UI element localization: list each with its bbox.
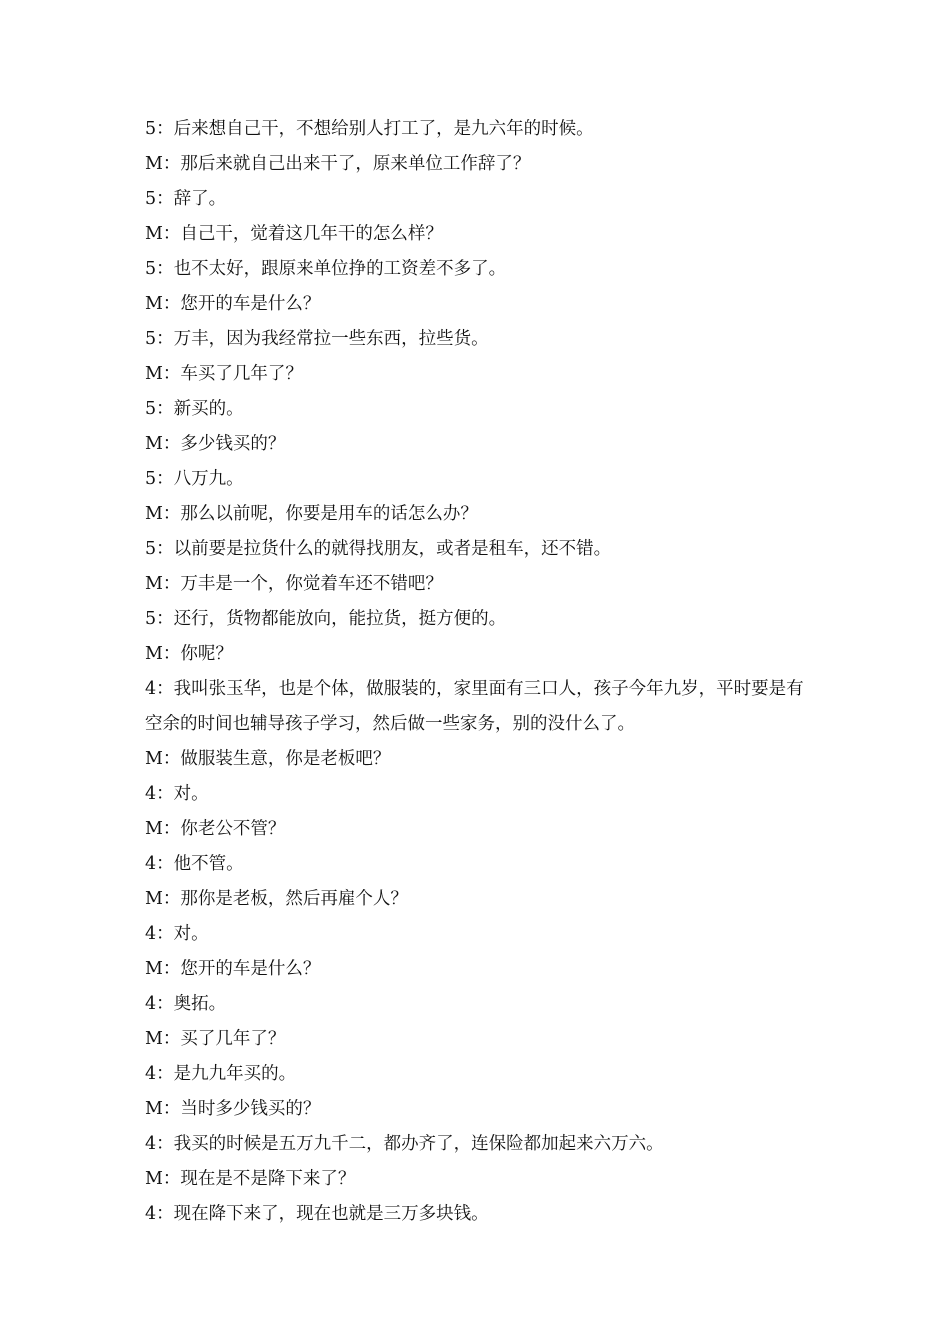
speaker-separator: ： (156, 924, 174, 944)
speaker-separator: ： (156, 399, 174, 419)
transcript-line (145, 602, 810, 637)
speaker-label: 4 (145, 1134, 157, 1154)
speaker-separator: ： (156, 1134, 174, 1154)
transcript-line (145, 182, 810, 217)
speaker-separator: ： (162, 1099, 181, 1119)
interview-transcript (145, 112, 810, 1232)
speaker-label: M (145, 294, 163, 314)
transcript-line (145, 1022, 810, 1057)
speaker-label: 4 (145, 854, 157, 874)
speaker-separator: ： (156, 469, 174, 489)
speaker-label: 4 (145, 924, 157, 944)
transcript-line (145, 917, 810, 952)
speaker-separator: ： (162, 819, 181, 839)
speaker-label: M (145, 889, 163, 909)
transcript-line (145, 1057, 810, 1092)
speaker-separator: ： (162, 574, 181, 594)
transcript-line (145, 147, 810, 182)
utterance-text: 辞了。 (173, 189, 227, 209)
utterance-text: 对。 (173, 784, 209, 804)
utterance-text: 自己干，觉着这几年干的怎么样？ (180, 224, 443, 244)
speaker-separator: ： (156, 329, 174, 349)
transcript-line (145, 882, 810, 917)
utterance-text: 后来想自己干，不想给别人打工了，是九六年的时候。 (173, 119, 594, 139)
speaker-label: 5 (145, 189, 157, 209)
speaker-separator: ： (162, 364, 181, 384)
speaker-separator: ： (162, 959, 181, 979)
transcript-line (145, 1162, 810, 1197)
speaker-separator: ： (156, 994, 174, 1014)
speaker-label: M (145, 644, 163, 664)
speaker-separator: ： (156, 189, 174, 209)
speaker-separator: ： (156, 609, 174, 629)
speaker-separator: ： (162, 749, 181, 769)
speaker-separator: ： (162, 504, 181, 524)
utterance-text: 现在是不是降下来了？ (180, 1169, 356, 1189)
transcript-line (145, 392, 810, 427)
speaker-label: M (145, 1029, 163, 1049)
utterance-text: 他不管。 (173, 854, 244, 874)
speaker-label: 5 (145, 119, 157, 139)
transcript-line (145, 1127, 810, 1162)
speaker-separator: ： (162, 224, 181, 244)
speaker-label: 5 (145, 399, 157, 419)
speaker-separator: ： (156, 854, 174, 874)
utterance-text: 对。 (173, 924, 209, 944)
speaker-separator: ： (156, 539, 174, 559)
utterance-text: 现在降下来了，现在也就是三万多块钱。 (173, 1204, 489, 1224)
transcript-line (145, 112, 810, 147)
transcript-line (145, 287, 810, 322)
transcript-line (145, 567, 810, 602)
utterance-text: 我买的时候是五万九千二，都办齐了，连保险都加起来六万六。 (173, 1134, 664, 1154)
speaker-label: 4 (145, 1204, 157, 1224)
utterance-text: 那后来就自己出来干了，原来单位工作辞了？ (180, 154, 531, 174)
transcript-line (145, 1197, 810, 1232)
transcript-line (145, 462, 810, 497)
transcript-line (145, 847, 810, 882)
speaker-separator: ： (156, 259, 174, 279)
utterance-text: 那你是老板，然后再雇个人？ (180, 889, 408, 909)
speaker-separator: ： (162, 434, 181, 454)
utterance-text: 那么以前呢，你要是用车的话怎么办？ (180, 504, 478, 524)
speaker-separator: ： (162, 644, 181, 664)
transcript-line (145, 252, 810, 287)
utterance-text: 您开的车是什么？ (180, 959, 321, 979)
speaker-label: 5 (145, 329, 157, 349)
transcript-line (145, 357, 810, 392)
speaker-label: 4 (145, 784, 157, 804)
speaker-label: 4 (145, 679, 157, 699)
speaker-label: 4 (145, 1064, 157, 1084)
speaker-separator: ： (156, 679, 174, 699)
utterance-text: 是九九年买的。 (173, 1064, 297, 1084)
speaker-label: M (145, 504, 163, 524)
utterance-text: 万丰，因为我经常拉一些东西，拉些货。 (173, 329, 489, 349)
transcript-line (145, 322, 810, 357)
utterance-text: 奥拓。 (173, 994, 227, 1014)
speaker-separator: ： (162, 154, 181, 174)
speaker-label: M (145, 819, 163, 839)
transcript-line (145, 742, 810, 777)
utterance-text: 做服装生意，你是老板吧？ (180, 749, 391, 769)
transcript-line (145, 637, 810, 672)
utterance-text: 您开的车是什么？ (180, 294, 321, 314)
speaker-label: M (145, 364, 163, 384)
transcript-line (145, 952, 810, 987)
utterance-text: 你老公不管？ (180, 819, 286, 839)
utterance-text: 你呢？ (180, 644, 233, 664)
transcript-line (145, 672, 810, 742)
speaker-separator: ： (156, 784, 174, 804)
utterance-text: 当时多少钱买的？ (180, 1099, 321, 1119)
speaker-separator: ： (156, 1064, 174, 1084)
utterance-text: 买了几年了？ (180, 1029, 286, 1049)
speaker-label: M (145, 1169, 163, 1189)
utterance-text: 多少钱买的？ (180, 434, 286, 454)
speaker-separator: ： (162, 1169, 181, 1189)
utterance-text: 万丰是一个，你觉着车还不错吧？ (180, 574, 443, 594)
speaker-label: M (145, 574, 163, 594)
speaker-separator: ： (156, 1204, 174, 1224)
speaker-label: M (145, 434, 163, 454)
speaker-label: M (145, 959, 163, 979)
utterance-text: 新买的。 (173, 399, 244, 419)
speaker-label: 4 (145, 994, 157, 1014)
speaker-label: M (145, 224, 163, 244)
transcript-line (145, 497, 810, 532)
transcript-line (145, 777, 810, 812)
speaker-separator: ： (162, 889, 181, 909)
transcript-line (145, 217, 810, 252)
transcript-line (145, 812, 810, 847)
speaker-label: 5 (145, 259, 157, 279)
transcript-line (145, 987, 810, 1022)
speaker-label: M (145, 1099, 163, 1119)
transcript-line (145, 532, 810, 567)
speaker-label: 5 (145, 609, 157, 629)
utterance-text: 还行，货物都能放向，能拉货，挺方便的。 (173, 609, 507, 629)
speaker-separator: ： (162, 294, 181, 314)
speaker-label: M (145, 749, 163, 769)
utterance-text: 以前要是拉货什么的就得找朋友，或者是租车，还不错。 (173, 539, 612, 559)
speaker-separator: ： (162, 1029, 181, 1049)
transcript-line (145, 427, 810, 462)
speaker-label: 5 (145, 539, 157, 559)
speaker-label: 5 (145, 469, 157, 489)
utterance-text: 八万九。 (173, 469, 244, 489)
utterance-text: 我叫张玉华，也是个体，做服装的，家里面有三口人，孩子今年九岁，平时要是有空余的时间也辅导孩子学习，然后做一些家务，别的没什么了。 (145, 679, 804, 734)
speaker-separator: ： (156, 119, 174, 139)
transcript-line (145, 1092, 810, 1127)
speaker-label: M (145, 154, 163, 174)
utterance-text: 也不太好，跟原来单位挣的工资差不多了。 (173, 259, 507, 279)
utterance-text: 车买了几年了？ (180, 364, 303, 384)
